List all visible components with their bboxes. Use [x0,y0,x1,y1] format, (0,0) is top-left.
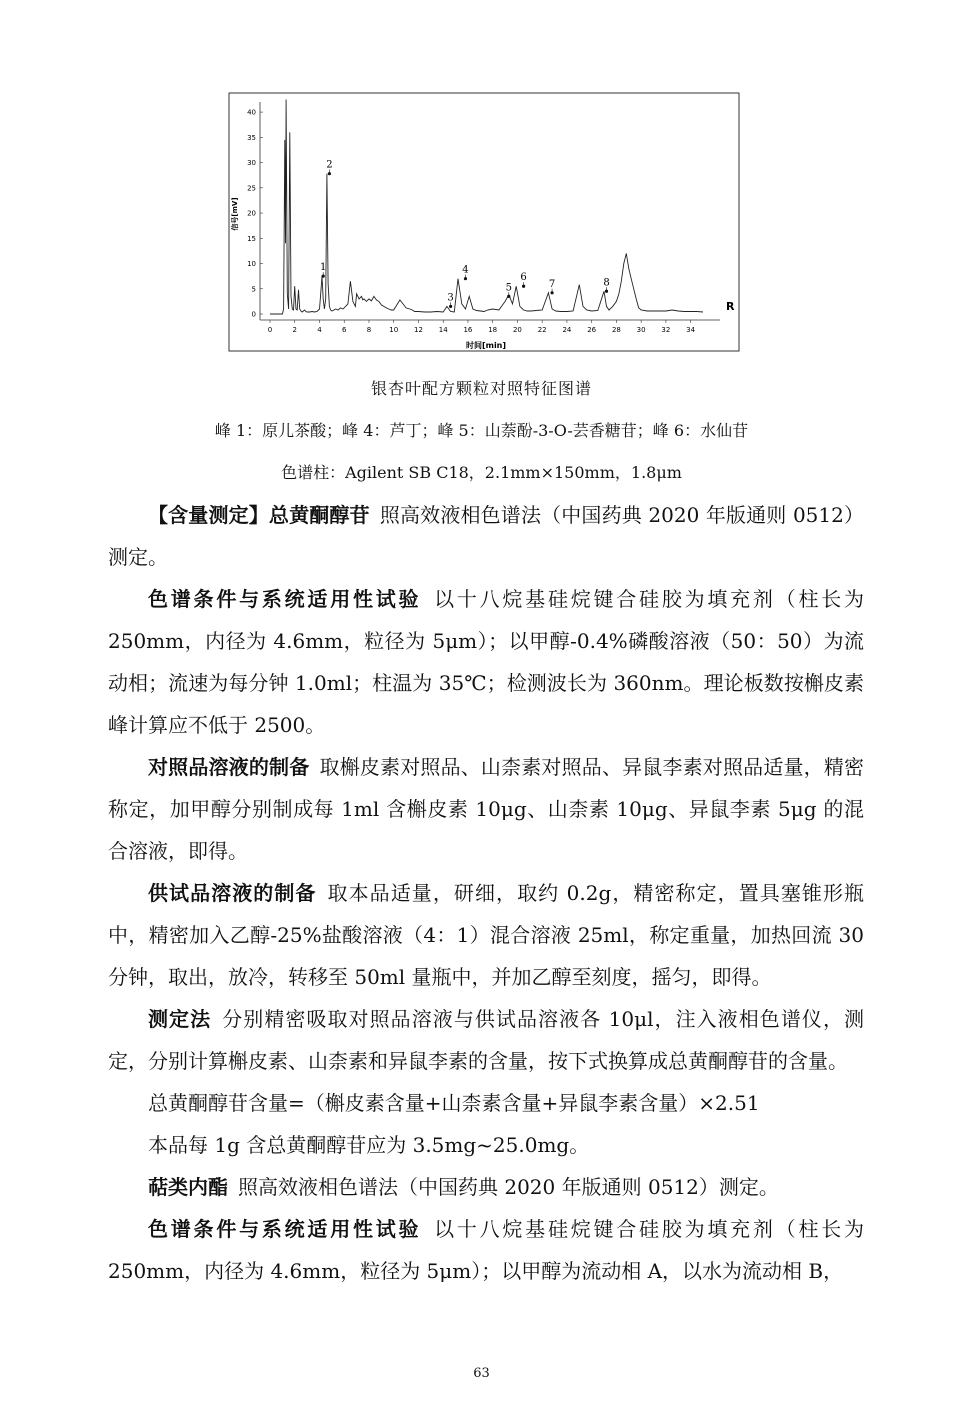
paragraph-chromatographic-conditions [108,578,864,746]
subsection-heading: 供试品溶液的制备 [148,881,317,905]
paragraph-terpene-lactones [108,1166,864,1208]
x-tick-label: 26 [587,326,597,334]
y-tick-label: 35 [247,133,256,142]
paragraph-text: 照高效液相色谱法（中国药典 2020 年版通则 0512）测定。 [108,503,865,569]
chromatogram-chart [228,92,740,354]
page-number: 63 [473,1366,490,1381]
x-tick-label: 0 [267,326,273,334]
paragraph-text: 取本品适量，研细，取约 0.2g，精密称定，置具塞锥形瓶中，精密加入乙醇-25%盐酸溶液（4：1）混合溶液 25ml，称定重量，加热回流 30 分钟，取出，放冷，转移至 50ml 量瓶中，并加乙醇至刻度，摇匀，即得。 [108,881,865,989]
x-tick-label: 28 [611,326,621,334]
x-axis-label: 时间[min] [465,341,507,350]
x-tick-label: 12 [413,326,423,334]
paragraph-text: 以十八烷基硅烷键合硅胶为填充剂（柱长为250mm，内径为 4.6mm，粒径为 5μm）；以甲醇为流动相 A，以水为流动相 B， [108,1217,865,1283]
x-tick-label: 8 [366,326,372,334]
y-tick-label: 5 [251,285,256,294]
x-tick-label: 6 [341,326,347,334]
paragraph-text: 照高效液相色谱法（中国药典 2020 年版通则 0512）测定。 [238,1175,779,1199]
paragraph-text: 分别精密吸取对照品溶液与供试品溶液各 10μl，注入液相色谱仪，测定，分别计算槲皮素、山柰素和异鼠李素的含量，按下式换算成总黄酮醇苷的含量。 [108,1007,865,1073]
subsection-heading: 色谱条件与系统适用性试验 [148,1217,422,1241]
subsection-heading: 测定法 [148,1007,212,1031]
x-tick-label: 30 [636,326,646,334]
chromatogram-figure [228,92,740,354]
peak-label: 2 [326,159,333,171]
paragraph-test-solution [108,872,864,998]
paragraph-text: 取槲皮素对照品、山柰素对照品、异鼠李素对照品适量，精密称定，加甲醇分别制成每 1ml 含槲皮素 10μg、山柰素 10μg、异鼠李素 5μg 的混合溶液，即得。 [108,755,865,863]
main-text [108,494,864,1292]
x-tick-label: 16 [463,326,473,334]
y-tick-label: 30 [247,159,256,168]
peak-label: 5 [505,282,512,294]
paragraph-reference-solution [108,746,864,872]
peak-label: 6 [520,272,527,284]
subsection-heading: 色谱条件与系统适用性试验 [148,587,422,611]
chromatogram-trace [270,100,703,315]
y-axis-label: 信号[mV] [231,197,239,231]
figure-caption-title: 银杏叶配方颗粒对照特征图谱 [370,379,592,398]
paragraph-text: 以十八烷基硅烷键合硅胶为填充剂（柱长为250mm，内径为 4.6mm，粒径为 5μm）；以甲醇-0.4%磷酸溶液（50：50）为流动相；流速为每分钟 1.0ml；柱温为 35℃；检测波长为 360nm。理论板数按槲皮素峰计算应不低于 2500。 [108,587,865,737]
peak-label: 4 [462,264,469,276]
paragraph-procedure [108,998,864,1082]
peak-label: 3 [447,292,454,304]
x-tick-label: 20 [512,326,522,334]
y-tick-label: 20 [247,209,256,218]
x-tick-label: 34 [686,326,696,334]
section-heading: 【含量测定】总黄酮醇苷 [148,503,370,527]
paragraph-formula: 总黄酮醇苷含量=（槲皮素含量+山柰素含量+异鼠李素含量）×2.51 [148,1091,760,1115]
x-tick-label: 32 [661,326,671,334]
peak-label: 8 [603,277,610,289]
y-tick-label: 0 [251,310,256,319]
plot-frame [229,93,739,351]
x-tick-label: 10 [389,326,399,334]
x-tick-label: 4 [317,326,322,334]
paragraph-limit: 本品每 1g 含总黄酮醇苷应为 3.5mg~25.0mg。 [148,1133,590,1157]
x-tick-label: 22 [537,326,547,334]
x-tick-label: 2 [292,326,297,334]
figure-caption-column: 色谱柱：Agilent SB C18，2.1mm×150mm，1.8μm [281,463,682,482]
y-tick-label: 40 [247,108,256,117]
section-heading: 萜类内酯 [148,1175,228,1199]
figure-caption-peaks: 峰 1：原儿茶酸；峰 4：芦丁；峰 5：山萘酚-3-O-芸香糖苷；峰 6：水仙苷 [214,421,749,440]
y-tick-label: 10 [247,260,256,269]
x-tick-label: 24 [562,326,572,334]
subsection-heading: 对照品溶液的制备 [148,755,310,779]
peak-label: 1 [320,262,327,274]
x-tick-label: 14 [438,326,448,334]
trace-end-label: R [726,300,735,313]
x-tick-label: 18 [488,326,498,334]
paragraph-content-determination [108,494,864,578]
paragraph-chromatographic-conditions-2 [108,1208,864,1292]
peak-label: 7 [548,278,556,290]
y-tick-label: 15 [247,234,256,243]
y-tick-label: 25 [247,184,256,193]
